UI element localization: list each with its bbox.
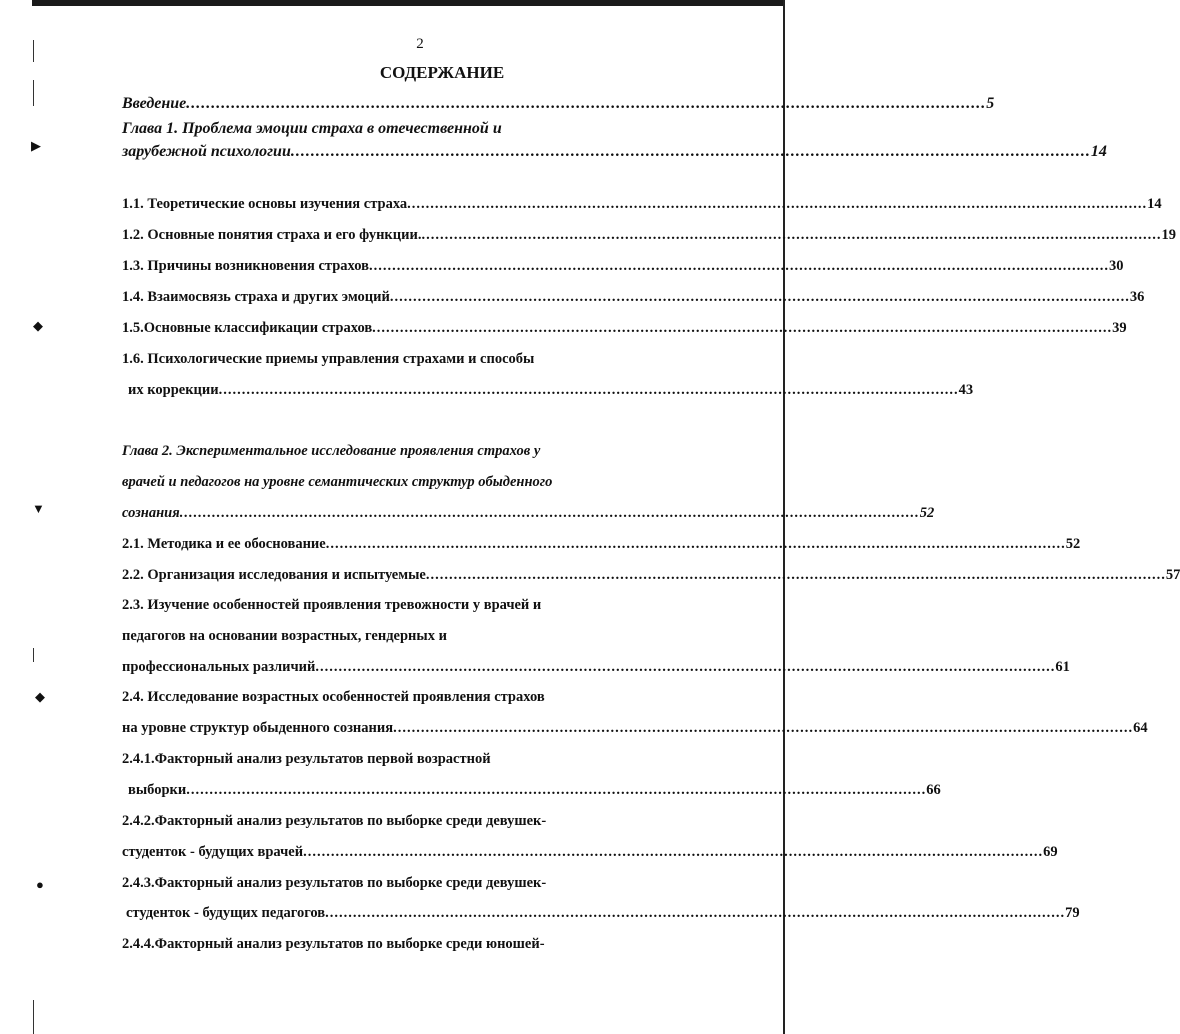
toc-entry-1-6-title[interactable]: 1.6. Психологические приемы управления страхами и способы bbox=[122, 351, 535, 367]
toc-entry-title: 1.1. Теоретические основы изучения страха bbox=[122, 196, 408, 212]
toc-entry-page: 79 bbox=[1065, 905, 1080, 921]
dot-leader: ................................................................................................................................................................ bbox=[218, 382, 959, 398]
scan-speck: ▼ bbox=[32, 501, 45, 516]
toc-entry-title: студенток - будущих педагогов bbox=[126, 905, 326, 921]
toc-entry-page: 52 bbox=[1065, 536, 1081, 552]
toc-entry-2-4-2[interactable] bbox=[122, 844, 1058, 861]
toc-entry-page: 61 bbox=[1055, 659, 1070, 675]
toc-entry-title: 2.1. Методика и ее обоснование bbox=[122, 536, 326, 552]
toc-entry-page: 52 bbox=[919, 505, 935, 521]
toc-entry-title: студенток - будущих врачей bbox=[122, 844, 304, 860]
toc-entry-2-3-title[interactable]: 2.3. Изучение особенностей проявления тревожности у врачей и bbox=[122, 597, 542, 613]
margin-mark bbox=[33, 80, 34, 106]
dot-leader: ................................................................................................................................................................ bbox=[303, 844, 1044, 860]
toc-entry-title: на уровне структур обыденного сознания bbox=[122, 720, 394, 736]
toc-entry-title: зарубежной психологии bbox=[122, 143, 291, 160]
toc-entry-page: 30 bbox=[1108, 258, 1124, 274]
toc-entry-1-3[interactable] bbox=[122, 258, 1124, 275]
margin-mark bbox=[33, 648, 34, 662]
dot-leader: ................................................................................................................................................................ bbox=[186, 782, 927, 798]
toc-entry-2-4-3-title[interactable]: 2.4.3.Факторный анализ результатов по выборке среди девушек- bbox=[122, 875, 547, 891]
toc-entry-title: 1.3. Причины возникновения страхов bbox=[122, 258, 369, 274]
toc-entry-title: Введение bbox=[122, 95, 187, 112]
toc-entry-2-4-1-title[interactable]: 2.4.1.Факторный анализ результатов первой возрастной bbox=[122, 751, 491, 767]
toc-chapter-1-title[interactable]: Глава 1. Проблема эмоции страха в отечественной и bbox=[122, 120, 502, 137]
toc-entry-intro[interactable] bbox=[122, 95, 995, 113]
toc-entry-title: 2.2. Организация исследования и испытуемые bbox=[122, 567, 426, 583]
toc-entry-1-4[interactable] bbox=[122, 289, 1145, 306]
margin-mark bbox=[33, 1000, 34, 1034]
toc-entry-1-5[interactable] bbox=[122, 320, 1127, 337]
toc-entry-2-4-title[interactable]: 2.4. Исследование возрастных особенностей проявления страхов bbox=[122, 689, 545, 705]
toc-chapter-2-title[interactable]: Глава 2. Экспериментальное исследование проявления страхов у bbox=[122, 443, 541, 459]
toc-entry-page: 14 bbox=[1090, 143, 1107, 160]
toc-entry-2-4-4-title[interactable]: 2.4.4.Факторный анализ результатов по выборке среди юношей- bbox=[122, 936, 545, 952]
dot-leader: ................................................................................................................................................................ bbox=[425, 567, 1166, 583]
toc-chapter-2-title[interactable]: врачей и педагогов на уровне семантических структур обыденного bbox=[122, 474, 553, 490]
dot-leader: ................................................................................................................................................................ bbox=[421, 227, 1162, 243]
toc-entry-2-3-title[interactable]: педагогов на основании возрастных, гендерных и bbox=[122, 628, 447, 644]
dot-leader: ................................................................................................................................................................ bbox=[325, 905, 1066, 921]
scan-speck: ▶ bbox=[31, 138, 41, 153]
scan-top-border bbox=[32, 0, 784, 6]
toc-entry-title: 1.5.Основные классификации страхов bbox=[122, 320, 373, 336]
toc-entry-1-2[interactable] bbox=[122, 227, 1176, 244]
toc-entry-page: 66 bbox=[926, 782, 941, 798]
toc-entry-2-1[interactable] bbox=[122, 536, 1081, 553]
dot-leader: ................................................................................................................................................................ bbox=[389, 289, 1130, 305]
scan-speck: ● bbox=[36, 877, 44, 892]
toc-entry-title: выборки bbox=[128, 782, 187, 798]
page-number: 2 bbox=[416, 36, 424, 52]
scan-speck: ◆ bbox=[33, 318, 43, 333]
toc-entry-title: 1.2. Основные понятия страха и его функции. bbox=[122, 227, 422, 243]
toc-entry-title: 1.4. Взаимосвязь страха и других эмоций bbox=[122, 289, 390, 305]
toc-entry-1-6[interactable] bbox=[122, 382, 974, 399]
dot-leader: ................................................................................................................................................................ bbox=[290, 143, 1091, 160]
toc-entry-2-4-2-title[interactable]: 2.4.2.Факторный анализ результатов по выборке среди девушек- bbox=[122, 813, 547, 829]
toc-entry-2-3[interactable] bbox=[122, 659, 1070, 676]
toc-title: СОДЕРЖАНИЕ bbox=[379, 63, 505, 82]
toc-entry-page: 14 bbox=[1147, 196, 1162, 212]
dot-leader: ................................................................................................................................................................ bbox=[325, 536, 1066, 552]
dot-leader: ................................................................................................................................................................ bbox=[315, 659, 1056, 675]
dot-leader: ................................................................................................................................................................ bbox=[393, 720, 1134, 736]
toc-entry-page: 64 bbox=[1133, 720, 1148, 736]
dot-leader: ................................................................................................................................................................ bbox=[186, 95, 987, 112]
toc-entry-page: 5 bbox=[986, 95, 995, 112]
toc-entry-title: сознания bbox=[122, 505, 180, 521]
toc-entry-2-4-1[interactable] bbox=[122, 782, 941, 799]
dot-leader: ................................................................................................................................................................ bbox=[368, 258, 1109, 274]
dot-leader: ................................................................................................................................................................ bbox=[372, 320, 1113, 336]
scan-speck: ◆ bbox=[35, 689, 45, 704]
toc-entry-page: 69 bbox=[1043, 844, 1058, 860]
toc-entry-page: 39 bbox=[1112, 320, 1127, 336]
toc-entry-page: 57 bbox=[1165, 567, 1180, 583]
toc-entry-title: профессиональных различий bbox=[122, 659, 316, 675]
toc-entry-title: их коррекции bbox=[128, 382, 219, 398]
toc-entry-2-4[interactable] bbox=[122, 720, 1148, 737]
toc-entry-2-4-3[interactable] bbox=[122, 905, 1080, 922]
dot-leader: ................................................................................................................................................................ bbox=[179, 505, 920, 521]
toc-chapter-1[interactable] bbox=[122, 143, 1107, 161]
toc-entry-page: 36 bbox=[1129, 289, 1145, 305]
toc-entry-page: 19 bbox=[1161, 227, 1176, 243]
toc-entry-1-1[interactable] bbox=[122, 196, 1162, 213]
toc-entry-2-2[interactable] bbox=[122, 567, 1180, 584]
dot-leader: ................................................................................................................................................................ bbox=[407, 196, 1148, 212]
toc-entry-page: 43 bbox=[958, 382, 974, 398]
toc-chapter-2[interactable] bbox=[122, 505, 935, 522]
